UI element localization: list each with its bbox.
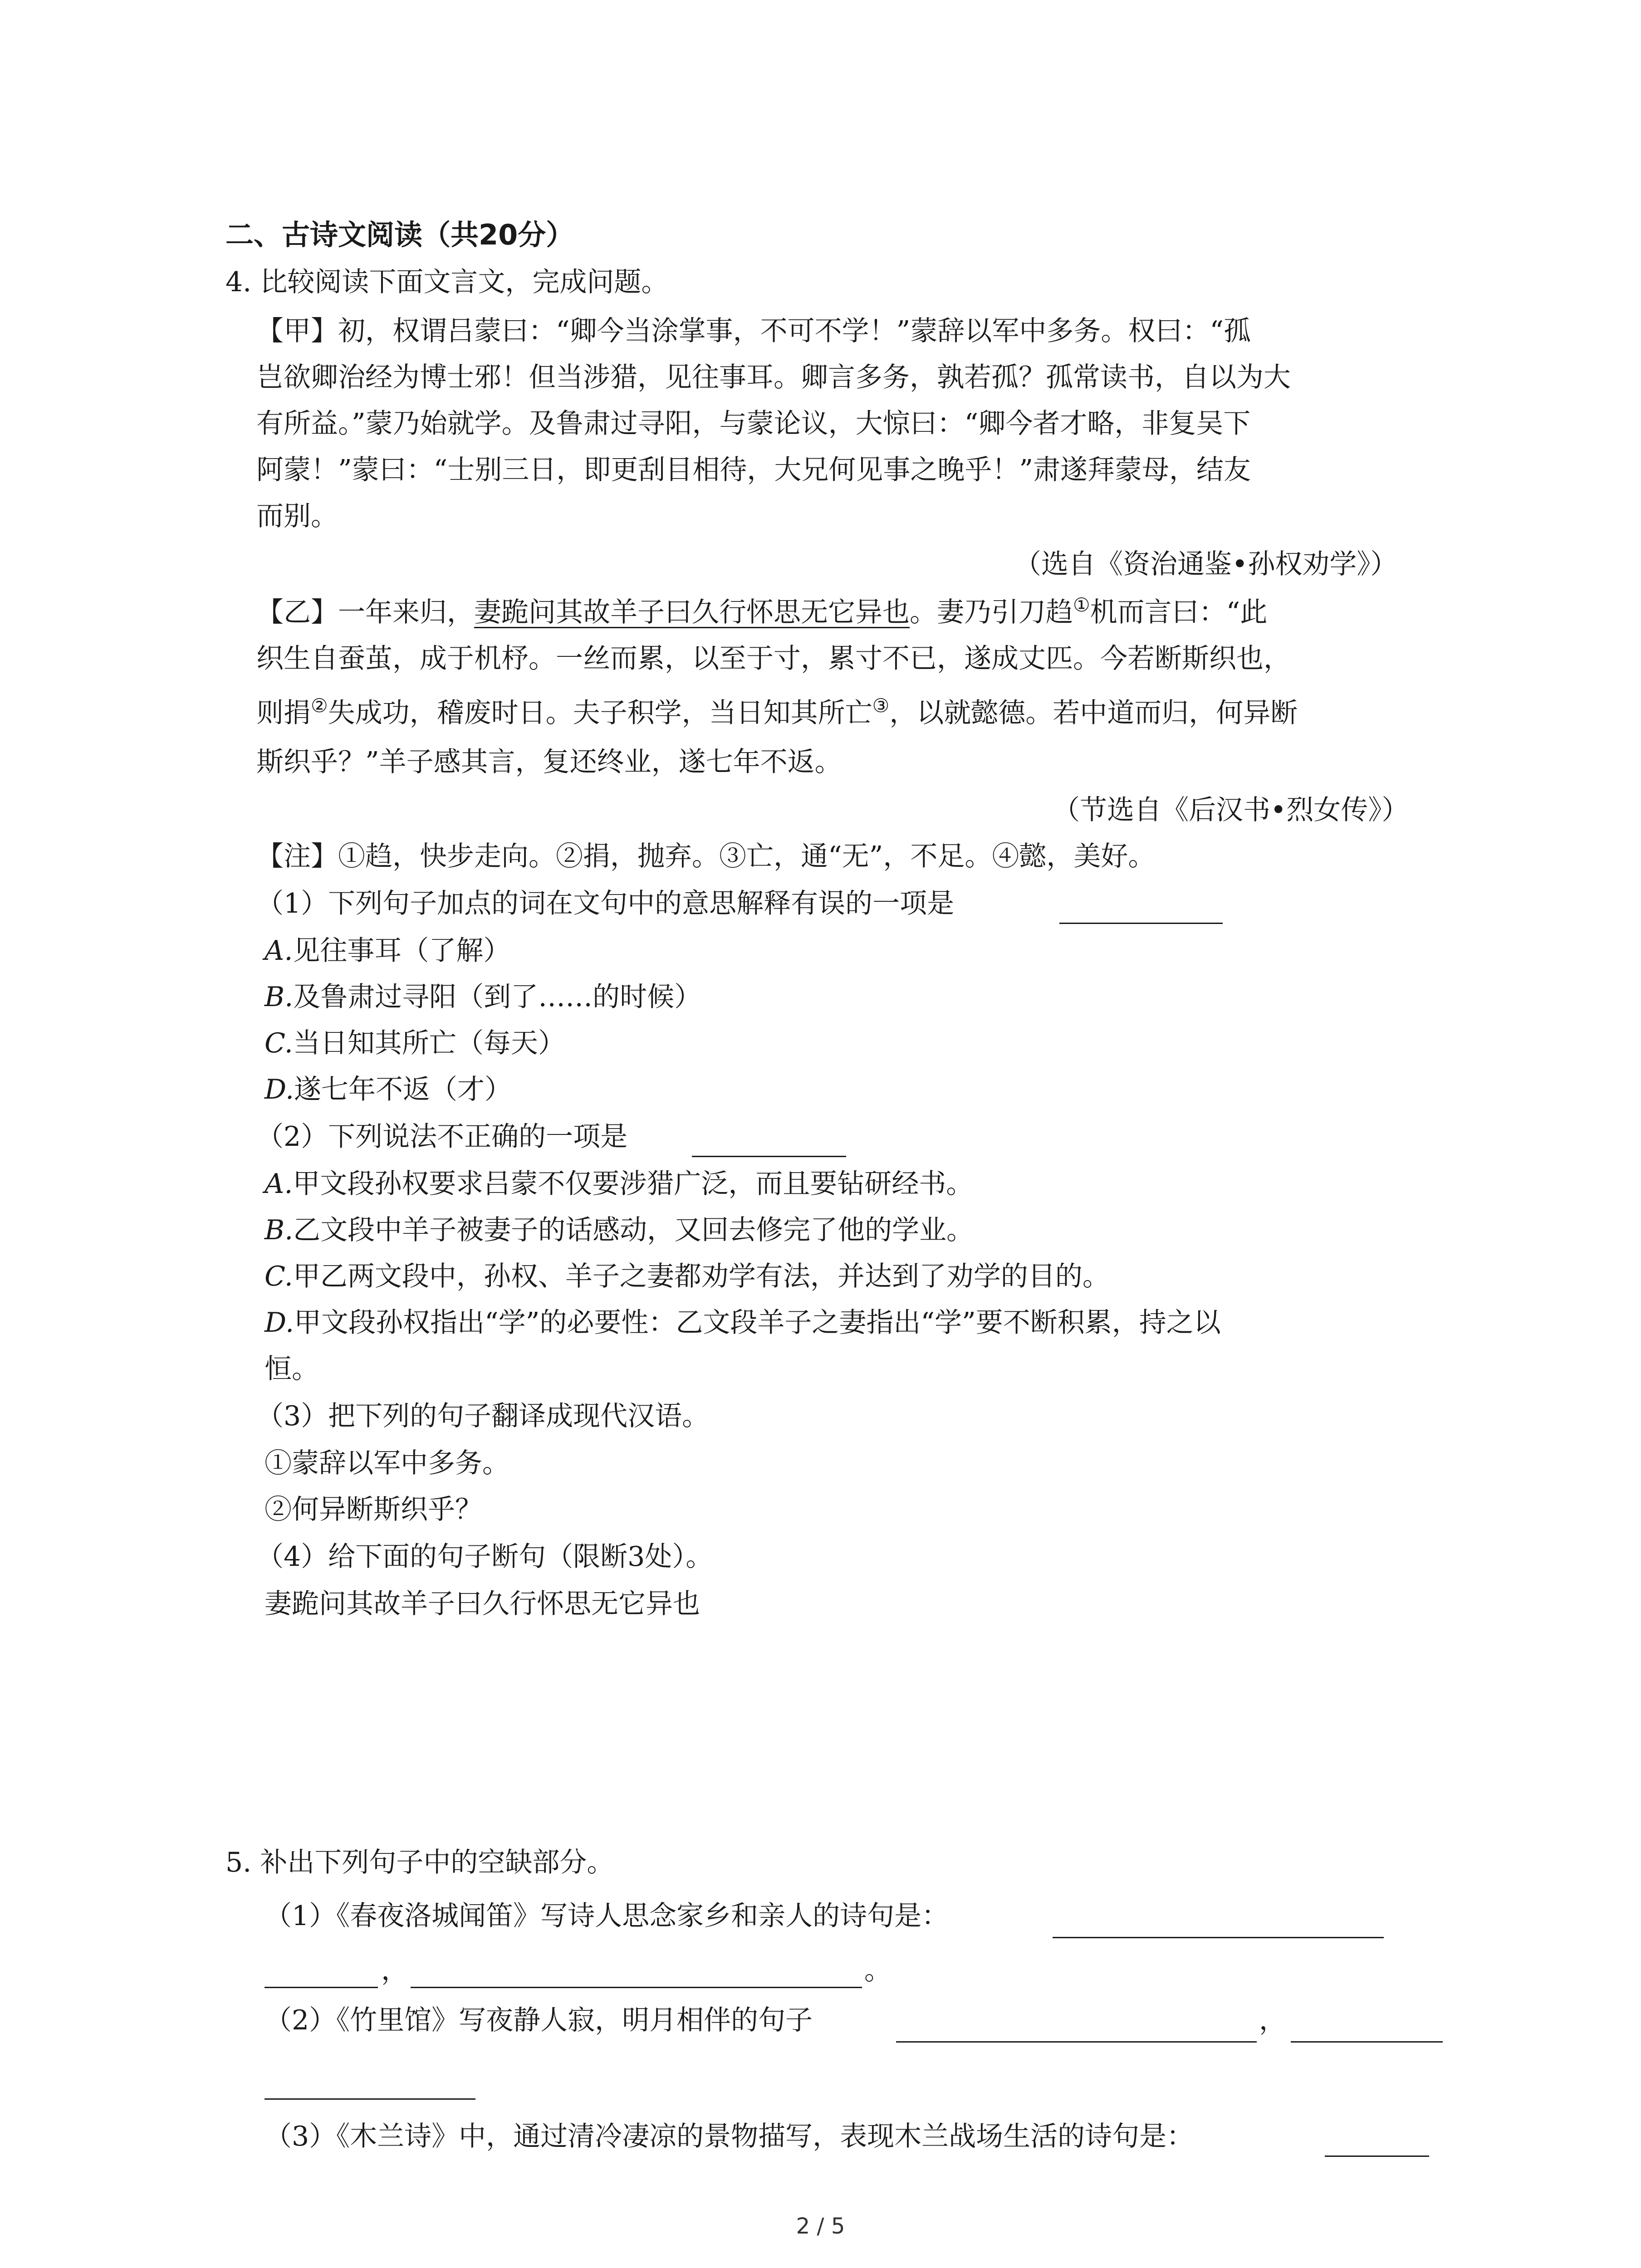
q5-sub1-blank-1[interactable] [1053,1937,1384,1938]
option-letter: C. [265,1261,293,1292]
q4-sub2-stem: （2）下列说法不正确的一项是 [256,1121,628,1153]
q4-sub1-stem: （1）下列句子加点的词在文句中的意思解释有误的一项是 [256,888,955,919]
yi-line-4: 斯织乎？”羊子感其言，复还终业，遂七年不返。 [256,746,842,778]
q4-sub3-stem: （3）把下列的句子翻译成现代汉语。 [256,1400,710,1432]
q4-stem: 4. 比较阅读下面文言文，完成问题。 [225,266,669,298]
option-letter: D. [265,1074,294,1105]
yi-line-1 [256,594,1267,631]
option-text: 甲乙两文段中，孙权、羊子之妻都劝学有法，并达到了劝学的目的。 [293,1261,1110,1292]
option-text: 见往事耳（了解） [293,935,511,967]
jia-line-3: 有所益。”蒙乃始就学。及鲁肃过寻阳，与蒙论议，大惊曰：“卿今者才略，非复吴下 [256,408,1251,440]
q5-sub1-blank-2[interactable] [265,1987,378,1988]
option-text: 当日知其所亡（每天） [293,1027,565,1059]
q5-sub1-blank-3[interactable] [411,1987,862,1988]
jia-line-2: 岂欲卿治经为博士邪！但当涉猎，见往事耳。卿言多务，孰若孤？孤常读书，自以为大 [256,362,1291,393]
jia-source: （选自《资治通鉴•孙权劝学》） [1014,548,1398,580]
q4-sub1-answer-blank[interactable] [1059,923,1223,924]
jia-line-5: 而别。 [256,500,338,532]
section-heading: 二、古诗文阅读（共20分） [225,218,574,251]
yi-line-3-a: 则捐 [256,697,311,729]
q5-sub2-blank-2[interactable] [1291,2041,1443,2043]
q4-sub2-option-d-continued: 恒。 [265,1353,319,1385]
q4-sub1-option-b[interactable] [265,979,701,1015]
option-text: 及鲁肃过寻阳（到了……的时候） [293,981,702,1013]
option-text: 甲文段孙权指出“学”的必要性：乙文段羊子之妻指出“学”要不断积累，持之以 [294,1307,1221,1339]
yi-underlined-sentence: 妻跪问其故羊子曰久行怀思无它异也 [474,596,910,628]
page-number: 2 / 5 [796,2214,845,2239]
q4-sub2-answer-blank[interactable] [692,1156,846,1157]
yi-line-1-b: 。妻乃引刀趋 [910,596,1073,628]
q5-sub1-stem: （1）《春夜洛城闻笛》写诗人思念家乡和亲人的诗句是： [265,1900,949,1932]
option-letter: C. [265,1027,293,1059]
yi-source: （节选自《后汉书•烈女传》） [1053,794,1409,826]
q4-sub2-option-c[interactable] [265,1258,1110,1295]
yi-line-3-c: ，以就懿德。若中道而归，何异断 [889,697,1298,729]
q5-sub2-blank-1[interactable] [896,2041,1257,2043]
jia-line-4: 阿蒙！”蒙曰：“士别三日，即更刮目相待，大兄何见事之晚乎！”肃遂拜蒙母，结友 [256,454,1251,486]
yi-line-3 [256,695,1298,731]
q5-sub2-comma: ， [1259,2004,1286,2036]
q4-sub1-option-a[interactable] [265,933,510,969]
yi-line-2: 织生自蚕茧，成于机杼。一丝而累，以至于寸，累寸不已，遂成丈匹。今若断斯织也， [256,643,1291,675]
yi-line-1-c: 机而言曰：“此 [1090,596,1268,628]
note-line: 【注】①趋，快步走向。②捐，抛弃。③亡，通“无”，不足。④懿，美好。 [256,841,1156,872]
option-text: 乙文段中羊子被妻子的话感动，又回去修完了他的学业。 [293,1214,974,1246]
q4-sub1-option-d[interactable] [265,1071,512,1108]
note-marker-3: ③ [872,694,890,717]
q5-sub3-blank[interactable] [1325,2156,1429,2157]
q4-sub1-option-c[interactable] [265,1025,565,1061]
option-letter: A. [265,935,293,967]
q5-sub2-stem: （2）《竹里馆》写夜静人寂，明月相伴的句子 [265,2004,813,2036]
note-marker-1: ① [1073,594,1090,616]
jia-line-1: 【甲】初，权谓吕蒙曰：“卿今当涂掌事，不可不学！”蒙辞以军中多务。权曰：“孤 [256,315,1251,347]
q5-sub1-period: 。 [864,1955,892,1986]
option-text: 遂七年不返（才） [294,1074,512,1105]
yi-line-3-b: 失成功，稽废时日。夫子积学，当日知其所亡 [328,697,872,729]
q4-sub2-option-d[interactable] [265,1305,1221,1341]
option-letter: A. [265,1168,293,1200]
q5-stem: 5. 补出下列句子中的空缺部分。 [225,1847,614,1878]
q5-sub1-comma: ， [381,1955,408,1986]
q4-sub3-item-1: ①蒙辞以军中多务。 [265,1447,509,1479]
option-text: 甲文段孙权要求吕蒙不仅要涉猎广泛，而且要钻研经书。 [293,1168,974,1200]
q5-sub2-blank-3[interactable] [265,2098,475,2100]
q5-sub3-stem: （3）《木兰诗》中，通过清冷凄凉的景物描写，表现木兰战场生活的诗句是： [265,2121,1194,2152]
option-letter: D. [265,1307,294,1339]
q4-sub4-stem: （4）给下面的句子断句（限断3处）。 [256,1541,713,1573]
option-letter: B. [265,981,294,1013]
note-marker-2: ② [311,694,328,717]
yi-line-1-a: 【乙】一年来归， [256,596,474,628]
option-letter: B. [265,1214,294,1246]
q4-sub3-item-2: ②何异断斯织乎？ [265,1494,482,1525]
q4-sub2-option-b[interactable] [265,1212,974,1248]
q4-sub4-text: 妻跪问其故羊子曰久行怀思无它异也 [265,1588,700,1620]
q4-sub2-option-a[interactable] [265,1166,973,1202]
